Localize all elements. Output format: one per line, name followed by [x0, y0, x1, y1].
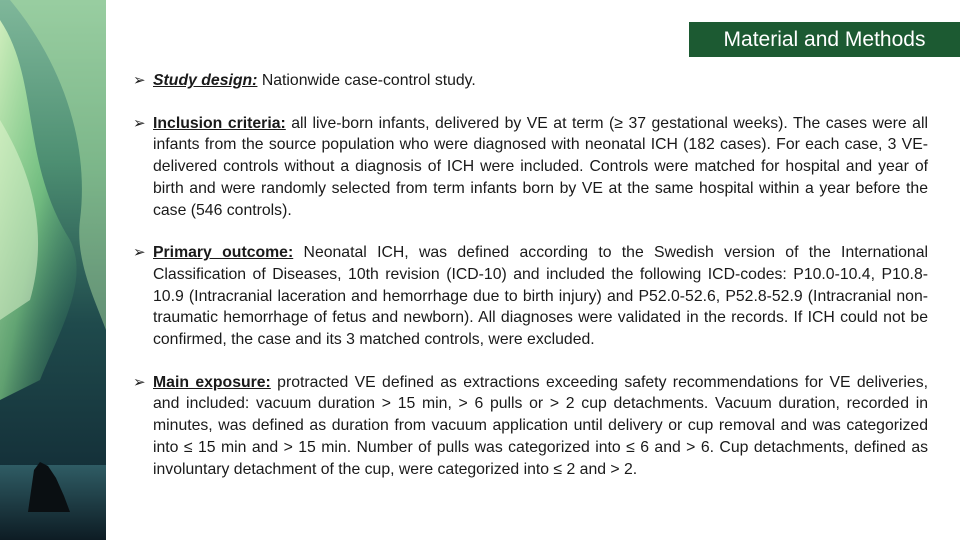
- study-design-text: Nationwide case-control study.: [261, 72, 476, 89]
- main-exposure-label: Main exposure:: [153, 373, 271, 391]
- list-item-text: [153, 372, 928, 481]
- list-item: [133, 372, 928, 481]
- inclusion-criteria-text: all live-born infants, delivered by VE at term (≥ 37 gestational weeks). The cases were all infants from the source population who were diagnosed with neonatal ICH (182 cases). For each case, 3 VE-delivered controls without a diagnosis of ICH were included. Controls were matched for hospital and year of birth and were randomly selected from term infants born by VE at the same hospital within a year before the case (546 controls).: [153, 114, 928, 219]
- list-item-text: [153, 242, 928, 351]
- page-title: Material and Methods: [689, 22, 960, 57]
- bullet-list: [133, 70, 928, 501]
- arrow-bullet-icon: ➢: [133, 114, 146, 132]
- arrow-bullet-icon: ➢: [133, 72, 146, 89]
- arrow-bullet-icon: ➢: [133, 244, 146, 262]
- aurora-background-image: [0, 0, 106, 540]
- study-design-label: Study design:: [153, 72, 258, 89]
- primary-outcome-label: Primary outcome:: [153, 244, 294, 262]
- list-item-text: [153, 113, 928, 222]
- list-item-text: [153, 70, 928, 92]
- main-exposure-text: protracted VE defined as extractions exceeding safety recommendations for VE deliveries, and included: vacuum duration > 15 min, > 6 pulls or > 2 cup detachments. Vacuum duration, recorded in minutes, was defined as duration from vacuum application until delivery or cup removal and was categorized into ≤ 15 min and > 15 min. Number of pulls was categorized into ≤ 6 and > 6. Cup detachments, defined as involuntary detachment of the cup, were categorized into ≤ 2 and > 2.: [153, 373, 929, 478]
- arrow-bullet-icon: ➢: [133, 373, 146, 391]
- list-item: [133, 113, 928, 222]
- list-item: [133, 242, 928, 351]
- inclusion-criteria-label: Inclusion criteria:: [153, 114, 286, 132]
- primary-outcome-text: Neonatal ICH, was defined according to the Swedish version of the International Classification of Diseases, 10th revision (ICD-10) and included the following ICD-codes: P10.0-10.4, P10.8-10.9 (Intracranial laceration and hemorrhage due to birth injury) and P52.0-52.6, P52.8-52.9 (Intracranial non-traumatic hemorrhage of fetus and newborn). All diagnoses were validated in the records. If ICH could not be confirmed, the case and its 3 matched controls, were excluded.: [153, 244, 928, 349]
- list-item: [133, 70, 928, 92]
